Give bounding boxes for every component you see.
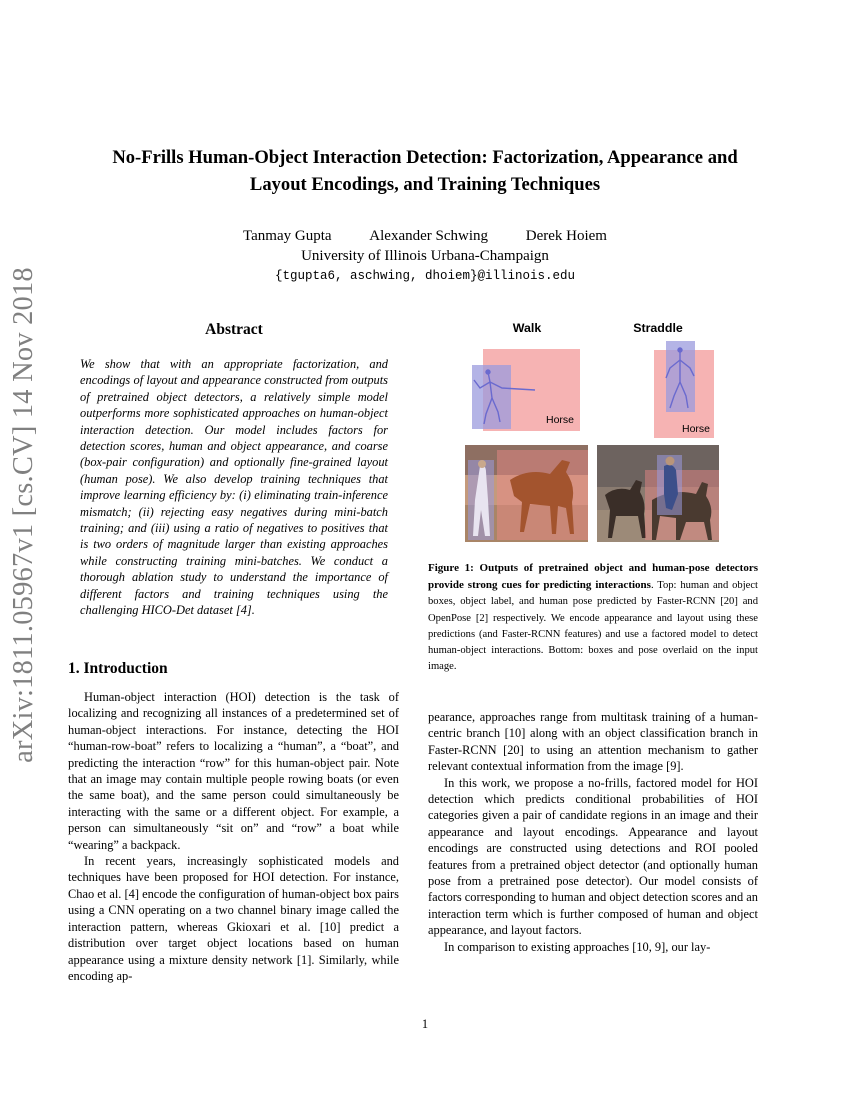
straddle-layout-panel bbox=[654, 341, 714, 438]
paragraph: pearance, approaches range from multitask training of a human-centric branch [10] along with an object classification branch in Faster-RCNN [20] to using an attention mechanism to gather relevant contextual information from the image [9]. bbox=[428, 710, 758, 774]
arxiv-stamp bbox=[2, 267, 46, 763]
left-column-body bbox=[68, 689, 399, 984]
walk-label: Walk bbox=[512, 321, 542, 335]
figure-1 bbox=[440, 310, 740, 550]
arxiv-id: arXiv:1811.05967v1 [cs.CV] 14 Nov 2018 bbox=[8, 267, 39, 763]
title-line-1: No-Frills Human-Object Interaction Detection: Factorization, Appearance and bbox=[112, 147, 738, 168]
paper-title bbox=[60, 144, 790, 198]
paragraph: In this work, we propose a no-frills, factored model for HOI detection which predicts conditional probabilities of HOI categories given a pair of candidate regions in an image and their appearance and layout encodings. Appearance and layout encodings are constructed using detections and ROI pooled features from a pretrained object detector (and optionally human pose from a pretrained pose detector). Our model consists of factors corresponding to human and object detection scores and an interaction term which is further composed of human and object appearance, and layout factors. bbox=[428, 775, 758, 938]
author-emails: {tgupta6, aschwing, dhoiem}@illinois.edu bbox=[274, 269, 576, 283]
abstract-heading: Abstract bbox=[205, 321, 263, 338]
author-names bbox=[60, 226, 790, 246]
author-block bbox=[60, 226, 790, 286]
author-name: Alexander Schwing bbox=[369, 228, 488, 244]
caption-rest: . Top: human and object boxes, object label, and human pose predicted by Faster-RCNN [20] and OpenPose [2] respectively. We encode appearance and layout using these predictions (and Faster-RCNN features) and use a factored model to detect human-object interactions. Bottom: boxes and pose overlaid on the input image. bbox=[428, 580, 758, 673]
caption-bold: Figure 1: Outputs of pretrained object and human-pose detectors provide strong cues for predicting interactions bbox=[428, 562, 758, 592]
horse-label-2: Horse bbox=[681, 423, 711, 435]
abstract-text: We show that with an appropriate factorization, and encodings of layout and appearance constructed from outputs of pretrained object detectors, a relatively simple model outperforms more sophisticated approaches on human-object interaction detection. Our model includes factors for detection scores, human and object appearance, and coarse (box-pair configuration) and optionally fine-grained layout (human pose). We also develop training techniques that improve learning efficiency by: (i) eliminating train-inference mismatch; (ii) rejecting easy negatives during mini-batch training; and (iii) using a ratio of negatives to positives that is two orders of magnitude larger than existing approaches while constructing training mini-batches. We conduct a thorough ablation study to understand the importance of different factors and training techniques using the challenging HICO-Det dataset [4]. bbox=[80, 357, 388, 618]
walk-layout-panel bbox=[472, 349, 580, 431]
photo-walk bbox=[465, 445, 588, 542]
introduction-heading: 1. Introduction bbox=[68, 660, 168, 677]
photo-straddle bbox=[597, 445, 719, 542]
author-name: Derek Hoiem bbox=[525, 228, 607, 244]
paragraph: In recent years, increasingly sophisticated models and techniques have been proposed for HOI detection. For instance, Chao et al. [4] encode the configuration of human-object box pairs using a CNN operating on a two channel binary image called the interaction pattern, whereas Gkioxari et al. [10] predict a distribution over target object locations based on human appearance using a mixture density network [1]. Similarly, while encoding ap- bbox=[68, 854, 399, 983]
horse-label-1: Horse bbox=[545, 414, 575, 426]
straddle-label: Straddle bbox=[633, 321, 683, 335]
title-line-2: Layout Encodings, and Training Techniques bbox=[249, 174, 601, 195]
author-name: Tanmay Gupta bbox=[243, 228, 332, 244]
figure-caption bbox=[428, 560, 758, 675]
right-column-body bbox=[428, 709, 758, 955]
paragraph: Human-object interaction (HOI) detection is the task of localizing and recognizing all instances of a predetermined set of human-object interactions. For instance, detecting the HOI “human-row-boat” refers to localizing a “human”, a “boat”, and predicting the interaction “row” for this human-object pair. Note that an image may contain multiple people rowing boats (or even the same boat), and the same person could simultaneously be interacting with the same or a different object. For example, a person can simultaneously “sit on” and “row” a boat while “wearing” a backpack. bbox=[68, 690, 399, 852]
page-number: 1 bbox=[421, 1017, 429, 1031]
affiliation: University of Illinois Urbana-Champaign bbox=[301, 248, 549, 264]
paragraph: In comparison to existing approaches [10, 9], our lay- bbox=[444, 939, 711, 954]
